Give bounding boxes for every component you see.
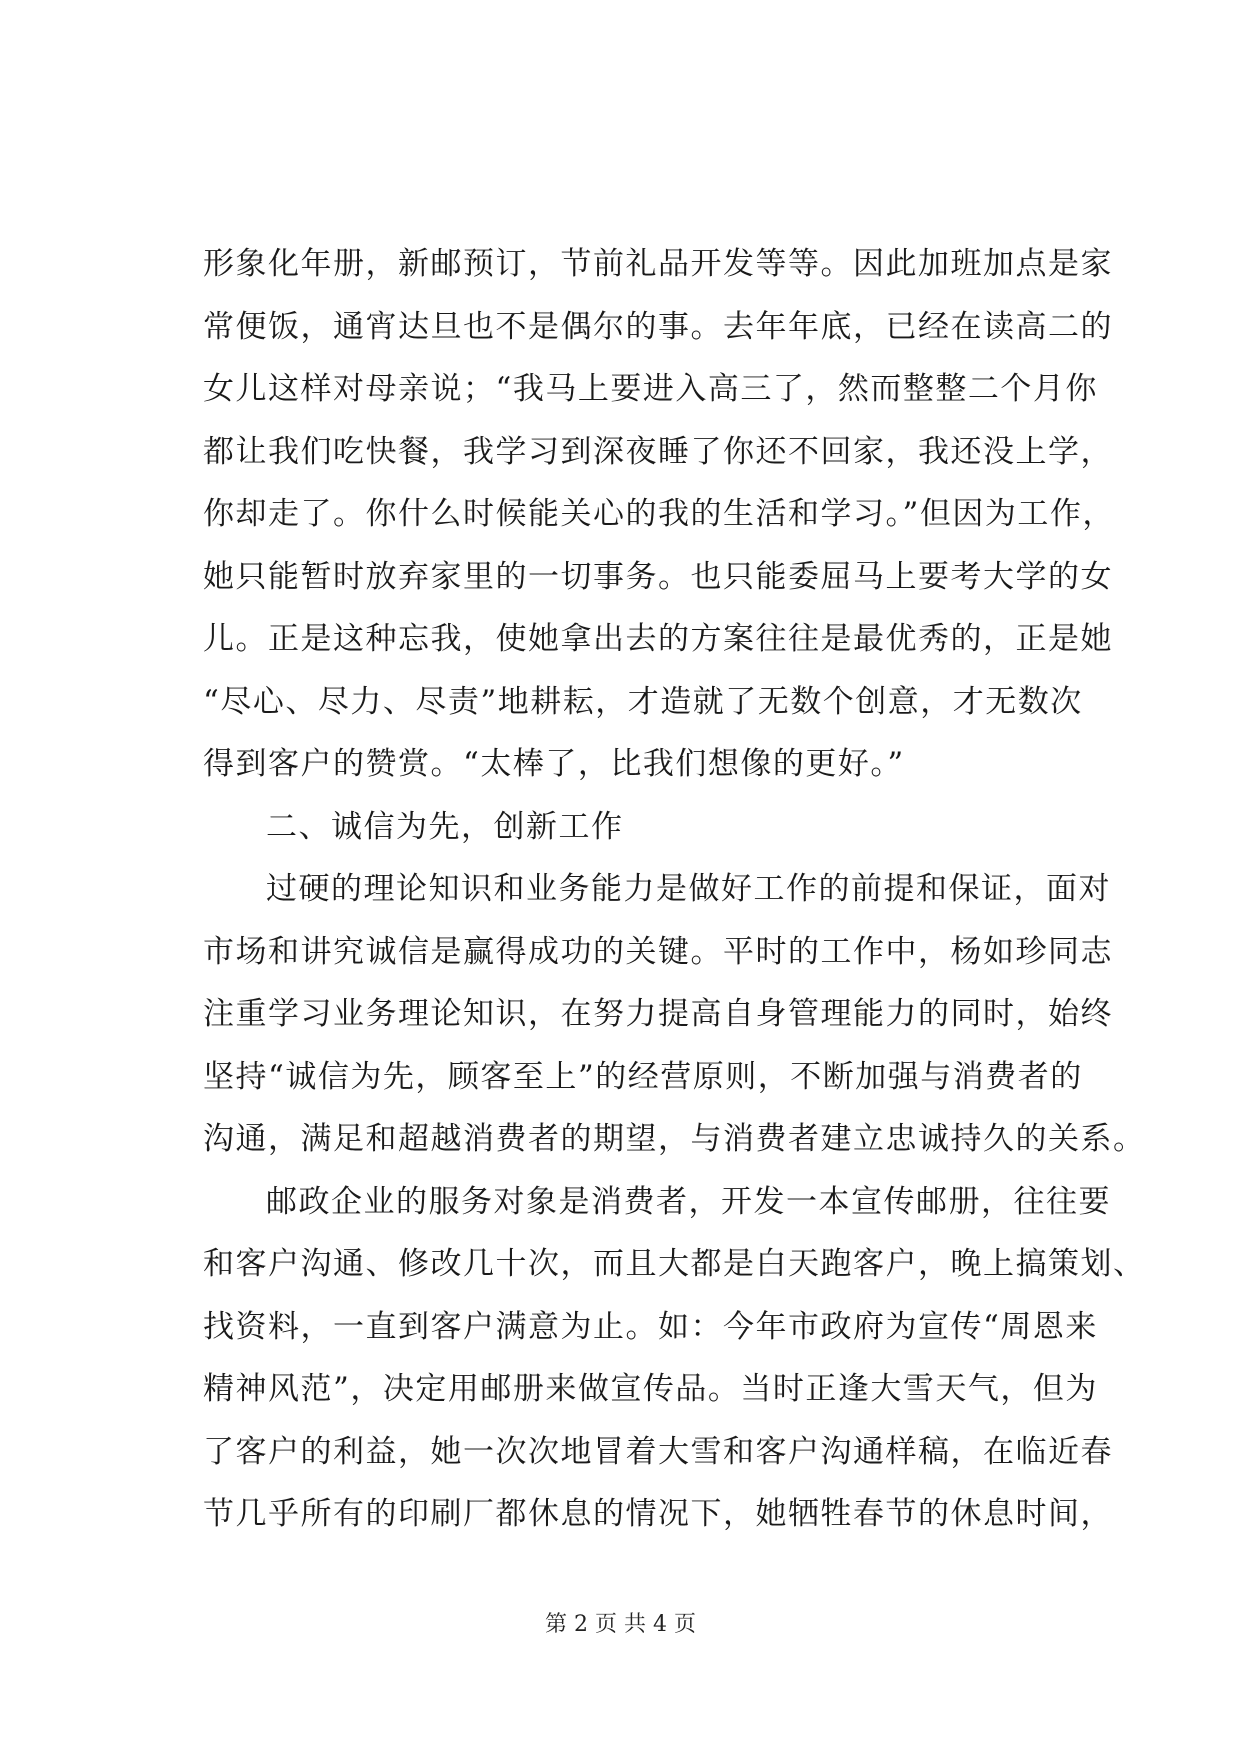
text-line: 坚持“诚信为先，顾客至上”的经营原则，不断加强与消费者的 <box>203 1058 1083 1095</box>
text-line: 和客户沟通、修改几十次，而且大都是白天跑客户，晚上搞策划、 <box>203 1246 1146 1282</box>
text-line: 精神风范”，决定用邮册来做宣传品。当时正逢大雪天气，但为 <box>203 1371 1098 1407</box>
text-line: 得到客户的赞赏。“太棒了，比我们想像的更好。” <box>203 746 905 782</box>
text-line: 二、诚信为先，创新工作 <box>266 808 624 845</box>
text-line: 形象化年册，新邮预订，节前礼品开发等等。因此加班加点是家 <box>203 246 1113 282</box>
text-line: 了客户的利益，她一次次地冒着大雪和客户沟通样稿，在临近春 <box>203 1433 1113 1470</box>
text-line: 你却走了。你什么时候能关心的我的生活和学习。”但因为工作， <box>203 496 1115 532</box>
text-line: 儿。正是这种忘我，使她拿出去的方案往往是最优秀的，正是她 <box>203 621 1113 657</box>
text-line: “尽心、尽力、尽责”地耕耘，才造就了无数个创意，才无数次 <box>203 683 1083 720</box>
text-line: 她只能暂时放弃家里的一切事务。也只能委屈马上要考大学的女 <box>203 558 1113 595</box>
text-line: 注重学习业务理论知识，在努力提高自身管理能力的同时，始终 <box>203 996 1113 1032</box>
text-line: 都让我们吃快餐，我学习到深夜睡了你还不回家，我还没上学， <box>203 433 1113 470</box>
text-line: 沟通，满足和超越消费者的期望，与消费者建立忠诚持久的关系。 <box>203 1121 1146 1157</box>
body-text <box>203 233 1146 1546</box>
text-line: 女儿这样对母亲说；“我马上要进入高三了，然而整整二个月你 <box>203 371 1098 407</box>
text-line: 过硬的理论知识和业务能力是做好工作的前提和保证，面对 <box>266 871 1111 907</box>
text-line: 常便饭，通宵达旦也不是偶尔的事。去年年底，已经在读高二的 <box>203 308 1113 345</box>
text-line: 节几乎所有的印刷厂都休息的情况下，她牺牲春节的休息时间， <box>203 1496 1113 1532</box>
text-line: 找资料，一直到客户满意为止。如：今年市政府为宣传“周恩来 <box>203 1308 1098 1345</box>
text-line: 邮政企业的服务对象是消费者，开发一本宣传邮册，往往要 <box>266 1183 1111 1220</box>
text-line: 市场和讲究诚信是赢得成功的关键。平时的工作中，杨如珍同志 <box>203 933 1113 970</box>
page-footer: 第 2 页 共 4 页 <box>545 1612 696 1637</box>
